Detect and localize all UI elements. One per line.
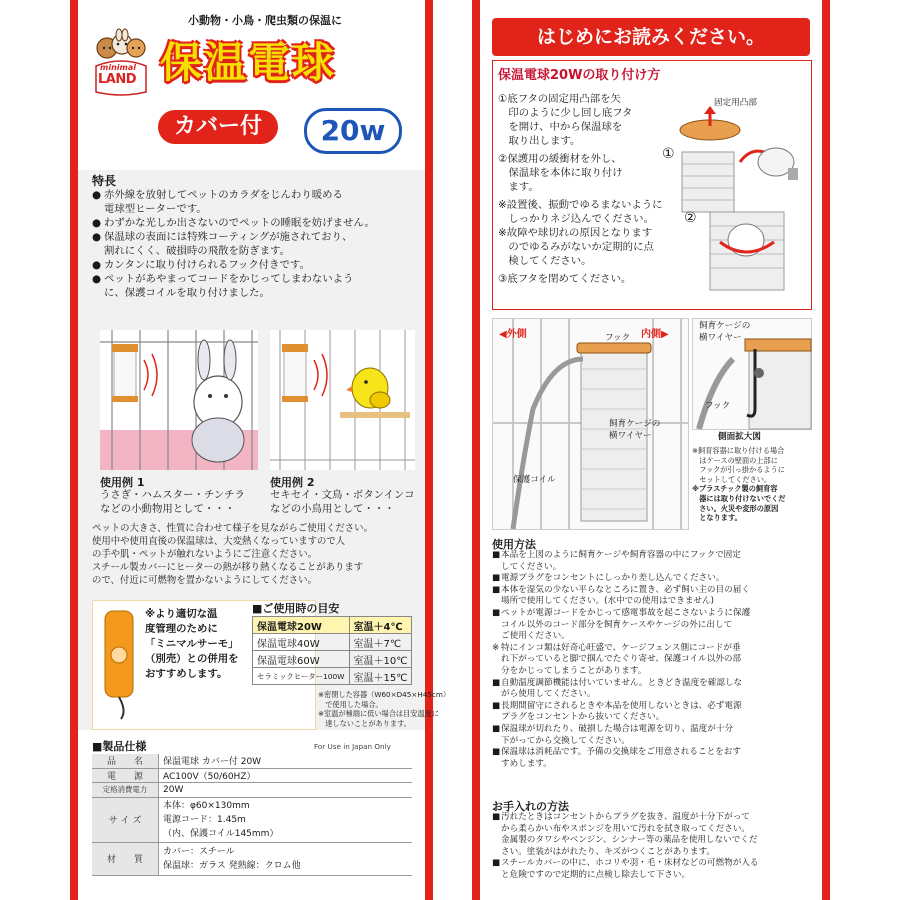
table-row: 保温電球20W 室温＋4℃ [253,617,412,634]
bullet-icon: ● [92,217,102,229]
brand-bottom-text: LAND [98,72,137,87]
caution-line: ので、付近に可燃物を置かないようにしてください。 [92,575,317,586]
bullet-icon: ■ [492,858,501,869]
bird-cage-illustration-icon [270,330,415,470]
usage-heading: 使用方法 [492,538,536,551]
bullet-icon: ■ [492,747,501,758]
step-item: ※設置後、振動でゆるまないように しっかりネジ込んでください。 [498,199,663,225]
features-heading: 特長 [92,174,117,188]
care-item: ■ 汚れたときはコンセントからプラグを抜き、温度が十分下がって から柔らかい布やスポンジを用いて汚れを拭き取ってください。 金属製のタワシやベンジン、シンナー等の薬品を使用しないでくだ さい。塗装がはがれたり、キズがつくことがあります。 [492,812,758,857]
caution-line: 使用中や使用直後の保温球は、大変熱くなっていますので人 [92,536,346,547]
usage-item: ■ 本体を湿気の少ない平らなところに置き、必ず飼い主の目の届く 場所で使用してください。(水中での使用はできません) [492,584,750,607]
bullet-icon: ■ [492,812,501,822]
hook-label: フック [605,333,631,343]
usage-item: ※ 特にインコ類は好奇心旺盛で、ケージフェンス側にコードが垂 れ下がっていると脚で掴んでたぐり寄せ、保護コイル以外の部 分をかじってしまうことがあります。 [492,642,742,676]
guide-notes: ※密閉した容器（W60×D45×H45cm） で使用した場合。 ※室温が極端に低い場合は目安温度に 達しないことがあります。 [318,690,451,728]
table-row: セラミックヒーター100W 室温＋15℃ [253,668,412,685]
japan-only-label: For Use in Japan Only [314,742,391,751]
care-list [492,812,814,882]
side-view-diagram [692,318,812,430]
care-item: ■ スチールカバーの中に、ホコリや羽・毛・床材などの可燃物が入る と危険ですので定期的に点検し除去して下さい。 [492,858,759,880]
cage-mount-diagram [492,318,689,530]
bullet-icon: ■ [492,584,501,595]
bullet-icon: ■ [492,700,501,711]
guide-heading: ■ご使用時の目安 [252,602,340,615]
table-row: 保温電球60W 室温＋10℃ [253,651,412,668]
cover-badge: カバー付 [158,110,278,144]
coil-label: 保護コイル [513,475,556,485]
table-row: 品 名 保温電球 カバー付 20W [92,754,412,768]
bullet-icon: ■ [492,723,501,734]
thermostat-note: ※より適切な温 度管理のために 「ミニマルサーモ」 （別売）との併用を おすすめします。 [145,608,239,680]
example1-text: などの小動物用として・・・ [100,503,236,515]
rabbit-cage-illustration-icon [100,330,258,470]
usage-item: ■ 本品を上図のように飼育ケージや飼育容器の中にフックで固定 してください。 [492,550,741,572]
read-first-banner: はじめにお読みください。 [492,18,810,56]
bullet-icon: ■ [492,550,501,560]
feature-item: ● 保温球の表面には特殊コーティングが施されており、 割れにくく、破損時の飛散を防ぎます。 [92,231,353,257]
side-hook-label: フック [705,401,731,411]
product-title: 保温電球 [160,38,337,87]
inside-label: 内側▶ [641,329,669,340]
spec-heading: ■製品仕様 [92,740,147,753]
table-row: 電 源 AC100V（50/60HZ） [92,768,412,783]
feature-item: ● わずかな光しか出さないのでペットの睡眠を妨げません。 [92,217,375,229]
bullet-icon: ● [92,189,102,201]
caution-line: スチール製カバーにヒーターの熱が移り熱くなることがあります [92,562,364,573]
example1-text: うさぎ・ハムスター・チンチラ [100,489,245,501]
care-heading: お手入れの方法 [492,800,569,813]
table-row: 保温電球40W 室温＋7℃ [253,634,412,651]
brand-logo [92,30,150,96]
bullet-icon: ● [92,259,102,271]
spec-table [92,754,412,876]
usage-item: ■ 長期間留守にされるときや本品を使用しないときは、必ず電源 プラグをコンセントから抜いてください。 [492,700,742,723]
brand-top-text: minimal [100,63,136,72]
step-item: ※故障や球切れの原因となります のでゆるみがないか定期的に点 検してください。 [498,227,654,267]
bullet-icon: ■ [492,677,501,688]
install-heading: 保温電球20Wの取り付け方 [498,68,661,83]
side-wire-label: 飼育ケージの 横ワイヤー [699,321,751,343]
install-steps [498,92,663,286]
thermostat-device-icon [99,607,139,719]
features-list [92,188,422,300]
caution-line: の手や肌・ペットが触れないようにご注意ください。 [92,549,318,560]
step-item: ②保護用の緩衝材を外し、 保温球を本体に取り付け ます。 [498,153,623,193]
feature-item: ● ペットがあやまってコードをかじってしまわないよう に、保護コイルを取り付けました。 [92,273,354,299]
example2-text: などの小鳥用として・・・ [270,503,395,515]
bullet-icon: ■ [492,573,501,584]
feature-item: ● カンタンに取り付けられるフック付きです。 [92,259,310,271]
tab-label: 固定用凸部 [714,98,757,108]
step2-marker: ② [684,210,697,226]
temperature-guide-table [252,616,412,685]
wattage-badge: 20w [304,108,402,154]
usage-item: ■ 電源プラグをコンセントにしっかり差し込んでください。 [492,573,725,584]
table-row: 材 質 カバー：スチール 保温球：ガラス 発熱線：クロム他 [92,842,412,875]
table-row: サ イ ズ 本体：φ60×130mm 電源コード：1.45m （内、保護コイル145mm） [92,797,412,842]
side-view-caption: 側面拡大図 [718,432,761,442]
usage-item: ■ 保温球が切れたり、破損した場合は電源を切り、温度が十分 下がってから交換してください。 [492,723,734,746]
bullet-icon: ● [92,273,102,285]
feature-item: ● 赤外線を放射してペットのカラダをじんわり暖める 電球型ヒーターです。 [92,189,343,215]
step1-marker: ① [662,146,675,162]
left-package-panel [70,0,451,900]
example2-illustration [270,330,415,470]
right-package-panel [472,0,830,900]
note-mark-icon: ※ [492,642,500,653]
wire-label: 飼育ケージの 横ワイヤー [609,419,661,441]
usage-item: ■ 保温球は消耗品です。予備の交換球をご用意されることをおす すめします。 [492,747,741,769]
outside-label: ◀外側 [499,329,527,340]
usage-item: ■ 自動温度調節機能は付いていません。ときどき温度を確認しな がら使用してください。 [492,677,743,700]
usage-item: ■ ペットが電源コードをかじって感電事故を起こさないように保護 コイル以外のコード部分を飼育ケースやケージの外に出して ご使用ください。 [492,607,751,642]
table-row: 定格消費電力 20W [92,783,412,798]
example2-text: セキセイ・文鳥・ボタンインコ [270,489,415,501]
bullet-icon: ■ [492,607,501,618]
step-item: ①底フタの固定用凸部を矢 印のように少し回し底フタ を開け、中から保温球を 取り出します。 [498,93,633,147]
example2-title: 使用例 2 [270,476,315,489]
caution-notes [92,522,422,587]
caution-line: ペットの大きさ、性質に合わせて様子を見ながらご使用ください。 [92,523,373,534]
install-diagram [662,92,804,292]
product-header [78,0,425,170]
example1-illustration [100,330,258,470]
side-notes: ※飼育容器に取り付ける場合 はケースの壁面の上部に フックが引っ掛かるように セットしてください。 ※プラスチック製の飼育容 器には取り付けないでくだ さい。火災や変形の原因 となります。 [692,446,786,523]
bulb-installation-diagram-icon [670,92,804,292]
usage-list [492,550,814,770]
product-subtitle: 小動物・小鳥・爬虫類の保温に [188,14,342,27]
step-item: ③底フタを閉めてください。 [498,273,632,285]
bullet-icon: ● [92,231,102,243]
example1-title: 使用例 1 [100,476,145,489]
